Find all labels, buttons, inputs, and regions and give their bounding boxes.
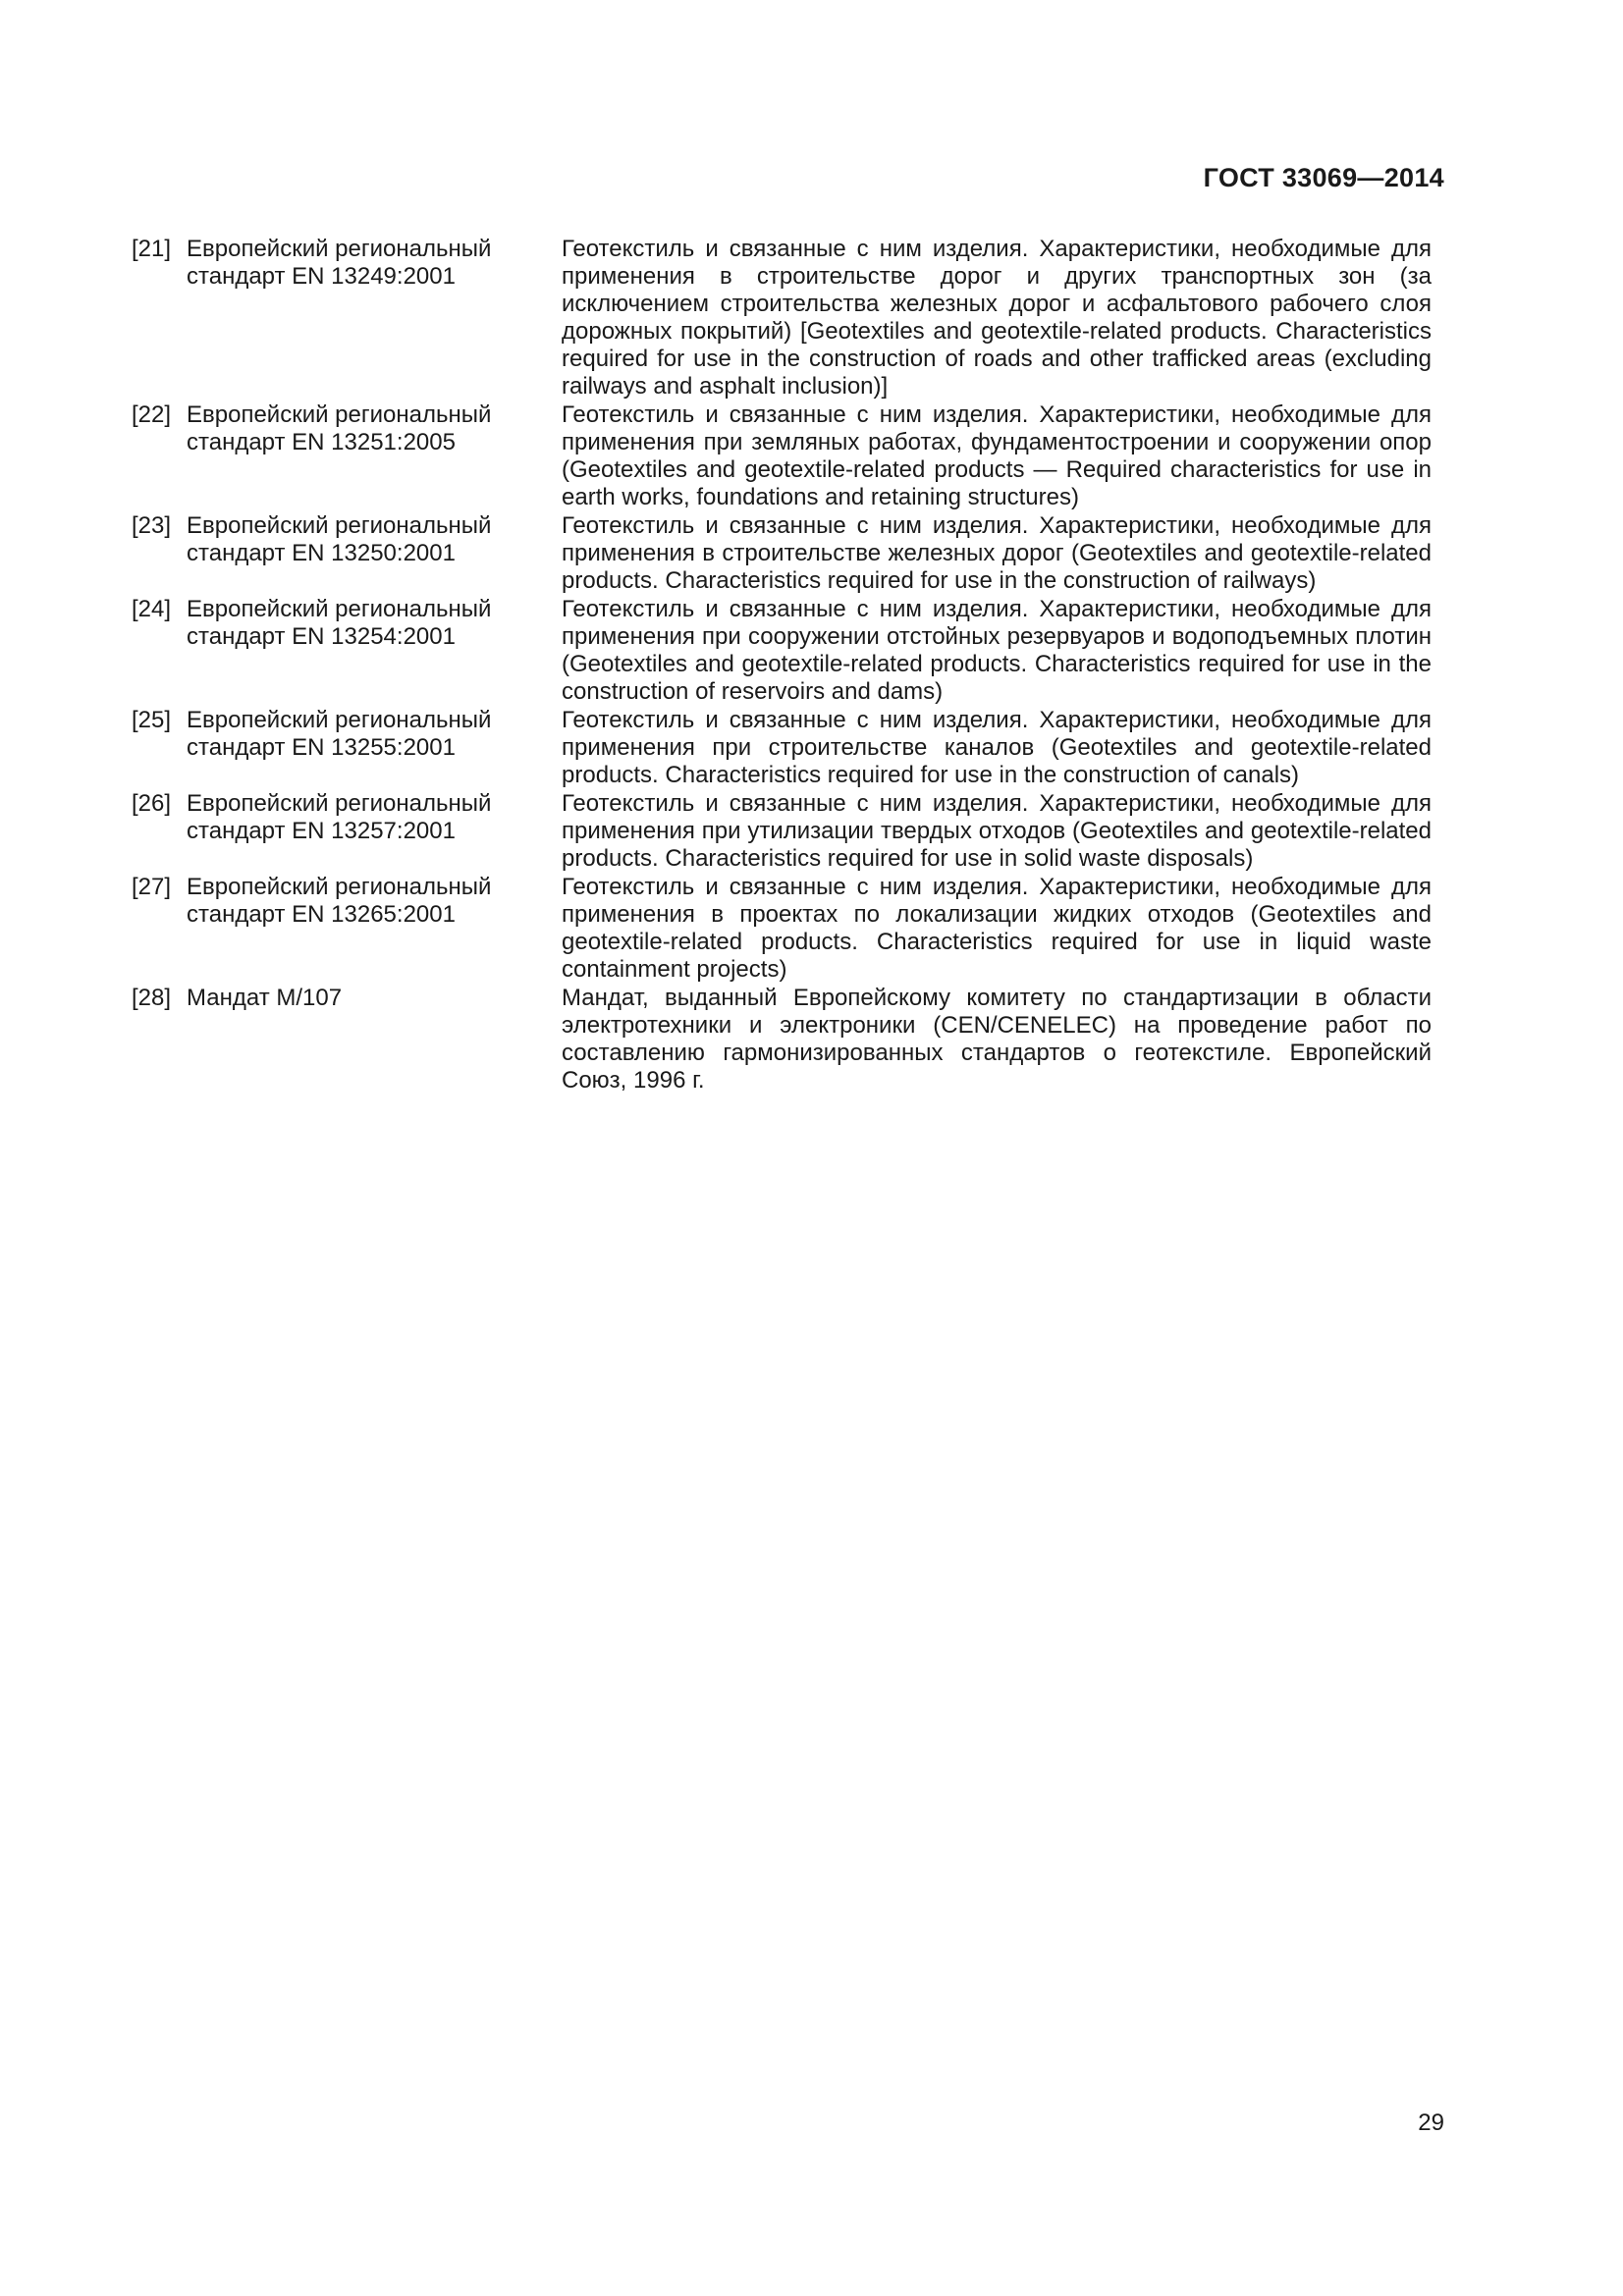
page-number: 29 <box>1418 2109 1444 2136</box>
bibliography-list <box>132 236 1432 1095</box>
entry-title: Геотекстиль и связанные с ним изделия. Характеристики, необходимые для применения в строительстве железных дорог (Geotextiles and geotextile-related products. Characteristics required for use in the construction of railways) <box>562 512 1432 594</box>
entry-number: [28] <box>132 985 172 1011</box>
bibliography-entry <box>132 985 1432 1095</box>
entry-title: Мандат, выданный Европейскому комитету по стандартизации в области электротехники и электроники (CEN/CENELEC) на проведение работ по составлению гармонизированных стандартов о геотекстиле. Европейский Союз, 1996 г. <box>562 985 1432 1094</box>
document-id-header: ГОСТ 33069—2014 <box>1203 163 1444 192</box>
entry-number: [24] <box>132 596 172 622</box>
bibliography-entry <box>132 401 1432 511</box>
bibliography-entry <box>132 707 1432 789</box>
entry-title: Геотекстиль и связанные с ним изделия. Характеристики, необходимые для применения при земляных работах, фундаментостроении и сооружении опор (Geotextiles and geotextile-related products — Required characteristics for use in earth works, foundations and retaining structures) <box>562 401 1432 510</box>
entry-title: Геотекстиль и связанные с ним изделия. Характеристики, необходимые для применения в проектах по локализации жидких отходов (Geotextiles and geotextile-related products. Characteristics required for use in liquid waste containment projects) <box>562 874 1432 983</box>
entry-source: Европейский региональный стандарт EN 13250:2001 <box>187 512 492 566</box>
entry-source: Европейский региональный стандарт EN 13254:2001 <box>187 596 492 650</box>
entry-number: [21] <box>132 236 172 262</box>
entry-title: Геотекстиль и связанные с ним изделия. Характеристики, необходимые для применения в строительстве дорог и других транспортных зон (за исключением строительства железных дорог и асфальтового рабочего слоя дорожных покрытий) [Geotextiles and geotextile-related products. Characteristics required for use in the construction of roads and other trafficked areas (excluding railways and asphalt inclusion)] <box>562 236 1432 400</box>
entry-source: Европейский региональный стандарт EN 13249:2001 <box>187 236 492 290</box>
entry-title: Геотекстиль и связанные с ним изделия. Характеристики, необходимые для применения при утилизации твердых отходов (Geotextiles and geotextile-related products. Characteristics required for use in solid waste disposals) <box>562 790 1432 872</box>
entry-number: [27] <box>132 874 172 900</box>
bibliography-entry <box>132 790 1432 873</box>
entry-source: Европейский региональный стандарт EN 13255:2001 <box>187 707 492 761</box>
entry-title: Геотекстиль и связанные с ним изделия. Характеристики, необходимые для применения при строительстве каналов (Geotextiles and geotextile-related products. Characteristics required for use in the construction of canals) <box>562 707 1432 788</box>
entry-number: [22] <box>132 401 172 428</box>
entry-source: Европейский региональный стандарт EN 13251:2005 <box>187 401 492 455</box>
bibliography-entry <box>132 596 1432 706</box>
entry-title: Геотекстиль и связанные с ним изделия. Характеристики, необходимые для применения при сооружении отстойных резервуаров и водоподъемных плотин (Geotextiles and geotextile-related products. Characteristics required for use in the construction of reservoirs and dams) <box>562 596 1432 705</box>
entry-source: Европейский региональный стандарт EN 13257:2001 <box>187 790 492 844</box>
bibliography-entry <box>132 874 1432 984</box>
bibliography-entry <box>132 512 1432 595</box>
entry-number: [23] <box>132 512 172 539</box>
entry-source: Европейский региональный стандарт EN 13265:2001 <box>187 874 492 928</box>
entry-source: Мандат М/107 <box>187 985 343 1011</box>
entry-number: [25] <box>132 707 172 733</box>
entry-number: [26] <box>132 790 172 817</box>
bibliography-entry <box>132 236 1432 400</box>
